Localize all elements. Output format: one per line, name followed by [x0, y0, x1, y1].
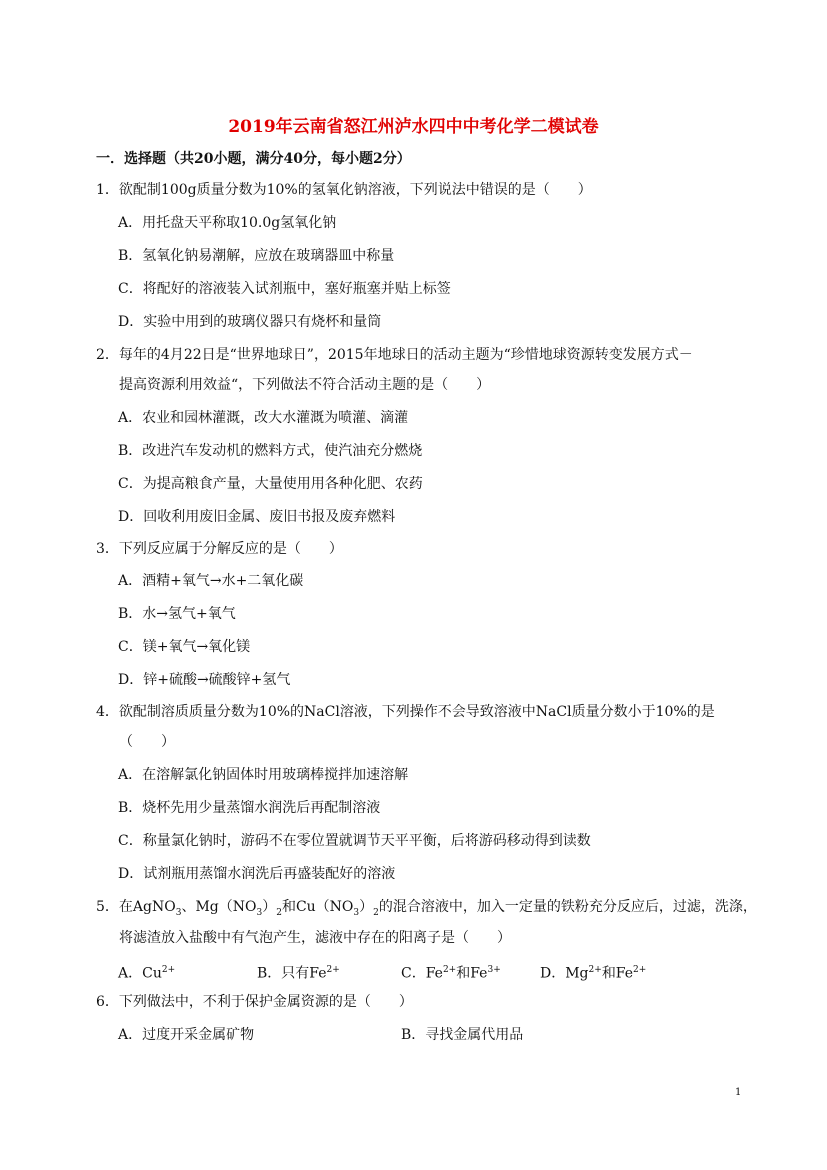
question-4-option-d: D．试剂瓶用蒸馏水润洗后再盛装配好的溶液: [118, 866, 396, 882]
exam-title: 2019年云南省怒江州泸水四中中考化学二模试卷: [228, 117, 599, 137]
question-1-option-d: D．实验中用到的玻璃仪器只有烧杯和量筒: [118, 314, 382, 330]
question-5-option-a: A．$Cu^{2+}$: [118, 965, 176, 982]
question-2-stem-line1: 2．每年的4月22日是“世界地球日”，2015年地球日的活动主题为“珍惜地球资源转变发展方式－: [96, 347, 693, 363]
question-6-option-a: A．过度开采金属矿物: [118, 1027, 255, 1043]
page-number: 1: [735, 1087, 742, 1098]
question-2-option-d: D．回收利用废旧金属、废旧书报及废弃燃料: [118, 509, 396, 525]
question-6-options-row: [118, 1025, 718, 1045]
question-3-option-b: B．水→氢气+氧气: [118, 606, 236, 622]
question-5-option-d: D．$Mg^{2+}$和$Fe^{2+}$: [540, 965, 647, 982]
question-3-option-a: A．酒精+氧气→水+二氧化碳: [118, 573, 304, 589]
question-6-stem: 6．下列做法中，不利于保护金属资源的是（ ）: [96, 994, 413, 1010]
question-5-option-c: C．$Fe^{2+}$和$Fe^{3+}$: [401, 965, 501, 982]
question-2-option-a: A．农业和园林灌溉，改大水灌溉为喷灌、滴灌: [118, 410, 409, 426]
question-1-option-a: A．用托盘天平称取10.0g氢氧化钠: [118, 215, 337, 231]
question-1-stem: 1．欲配制100g质量分数为10%的氢氧化钠溶液，下列说法中错误的是（ ）: [96, 182, 592, 198]
question-3-stem: 3．下列反应属于分解反应的是（ ）: [96, 541, 343, 557]
question-5-option-b: B．只有$Fe^{2+}$: [257, 965, 340, 982]
question-2-stem-line2: 提高资源利用效益“，下列做法不符合活动主题的是（ ）: [119, 377, 491, 393]
question-5-stem-line2: 将滤渣放入盐酸中有气泡产生，滤液中存在的阳离子是（ ）: [119, 930, 511, 946]
question-2-option-c: C．为提高粮食产量，大量使用用各种化肥、农药: [118, 476, 423, 492]
question-3-option-c: C．镁+氧气→氧化镁: [118, 639, 251, 655]
question-6-option-b: B．寻找金属代用品: [401, 1027, 524, 1043]
question-4-stem-line2: （ ）: [119, 734, 175, 750]
question-4-option-a: A．在溶解氯化钠固体时用玻璃棒搅拌加速溶解: [118, 767, 409, 783]
question-1-option-c: C．将配好的溶液装入试剂瓶中，塞好瓶塞并贴上标签: [118, 281, 451, 297]
question-1-option-b: B．氢氧化钠易潮解，应放在玻璃器皿中称量: [118, 248, 395, 264]
question-5-options-row: [118, 960, 718, 980]
section-heading: 一．选择题（共20小题，满分40分，每小题2分）: [96, 151, 411, 167]
question-2-option-b: B．改进汽车发动机的燃料方式，使汽油充分燃烧: [118, 443, 423, 459]
question-4-option-b: B．烧杯先用少量蒸馏水润洗后再配制溶液: [118, 800, 381, 816]
question-3-option-d: D．锌+硫酸→硫酸锌+氢气: [118, 672, 291, 688]
question-4-option-c: C．称量氯化钠时，游码不在零位置就调节天平平衡，后将游码移动得到读数: [118, 833, 591, 849]
question-5-stem-line1: 5．在AgNO$_3$、$Mg(NO_3)_2$和$Cu(NO_3)_2$的混合溶液中，加入一定量的铁粉充分反应后，过滤，洗涤，: [96, 899, 757, 918]
question-4-stem-line1: 4．欲配制溶质质量分数为10%的NaCl溶液，下列操作不会导致溶液中NaCl质量分数小于10%的是: [96, 704, 715, 720]
